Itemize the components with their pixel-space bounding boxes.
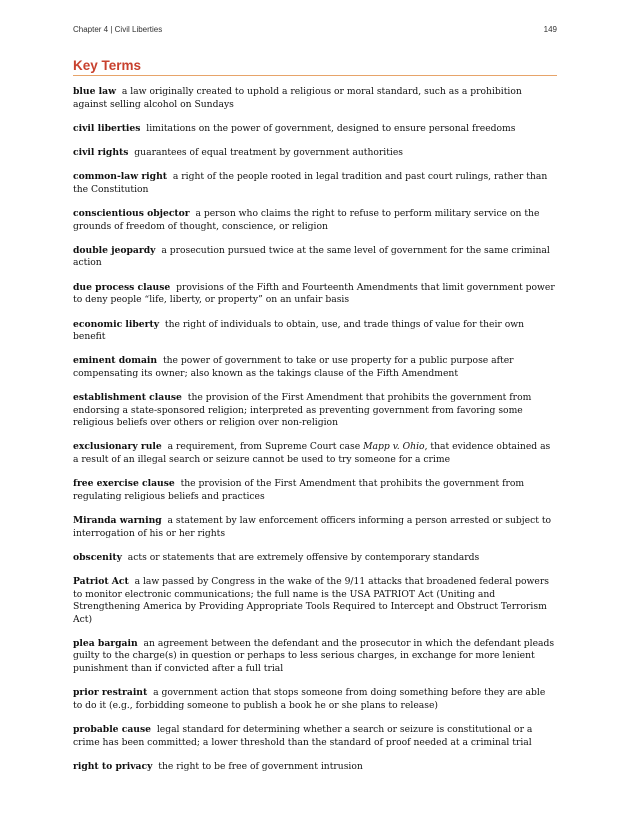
term-word: prior restraint — [73, 687, 148, 699]
term-word: Miranda warning — [73, 515, 162, 527]
term-definition: a statement by law enforcement officers informing a person arrested or subject to interrogation of his or her rights — [73, 515, 552, 539]
term-definition: a right of the people rooted in legal tradition and past court rulings, rather than the Constitution — [73, 171, 548, 195]
term-definition: the provision of the First Amendment that prohibits the government from endorsing a state-sponsored religion; interpreted as preventing government from favoring some religious beliefs over others or religion over non-religion — [73, 392, 532, 429]
chapter-label: Chapter 4 | Civil Liberties — [73, 25, 163, 34]
term-entry — [73, 441, 557, 466]
term-definition: limitations on the power of government, designed to ensure personal freedoms — [146, 122, 516, 134]
term-word: plea bargain — [73, 637, 138, 649]
term-definition: a person who claims the right to refuse to perform military service on the grounds of freedom of thought, conscience, or religion — [73, 208, 540, 232]
term-definition-start: a requirement, from Supreme Court case — [167, 441, 364, 453]
key-terms-list — [73, 86, 557, 785]
term-word: free exercise clause — [73, 478, 175, 490]
term-entry — [73, 355, 557, 380]
term-word: eminent domain — [73, 355, 158, 367]
term-entry — [73, 245, 557, 270]
term-entry — [73, 724, 557, 749]
term-word: probable cause — [73, 724, 151, 736]
term-entry — [73, 392, 557, 430]
term-definition: acts or statements that are extremely offensive by contemporary standards — [127, 551, 480, 563]
term-definition: the power of government to take or use property for a public purpose after compensating its owner; also known as the takings clause of the Fifth Amendment — [73, 355, 514, 379]
term-word: establishment clause — [73, 392, 182, 404]
term-entry — [73, 515, 557, 540]
term-word: civil liberties — [73, 122, 141, 134]
term-word: civil rights — [73, 147, 129, 159]
term-definition: the right to be free of government intrusion — [158, 760, 363, 772]
term-definition: a law passed by Congress in the wake of the 9/11 attacks that broadened federal powers to monitor electronic communications; the full name is the USA PATRIOT Act (Uniting and Strengthening America by Providing Appropriate Tools Required to Intercept and Obstruct Terrorism Act) — [73, 576, 549, 625]
section-title: Key Terms — [73, 58, 557, 76]
term-word: due process clause — [73, 281, 171, 293]
term-entry — [73, 86, 557, 111]
term-entry — [73, 208, 557, 233]
term-entry — [73, 576, 557, 626]
term-word: Patriot Act — [73, 576, 129, 588]
term-definition-end: , that evidence obtained as a result of an illegal search or seizure cannot be used to try someone for a crime — [73, 441, 551, 465]
term-entry — [73, 478, 557, 503]
term-entry — [73, 147, 557, 160]
term-definition: guarantees of equal treatment by government authorities — [134, 147, 404, 159]
case-name: Mapp v. Ohio — [363, 441, 425, 453]
term-entry — [73, 319, 557, 344]
term-entry — [73, 552, 557, 565]
term-word: right to privacy — [73, 760, 153, 772]
term-word: economic liberty — [73, 318, 160, 330]
term-definition: provisions of the Fifth and Fourteenth Amendments that limit government power to deny people “life, liberty, or property” on an unfair basis — [73, 281, 555, 306]
term-entry — [73, 761, 557, 774]
page-number: 149 — [543, 25, 557, 34]
term-entry — [73, 687, 557, 712]
term-entry — [73, 282, 557, 307]
term-definition: legal standard for determining whether a search or seizure is constitutional or a crime has been committed; a lower threshold than the standard of proof needed at a criminal trial — [73, 724, 533, 748]
term-definition: a government action that stops someone from doing something before they are able to do it (e.g., forbidding someone to publish a book he or she plans to release) — [73, 687, 546, 711]
term-entry — [73, 123, 557, 136]
term-word: common-law right — [73, 171, 168, 183]
term-entry — [73, 638, 557, 676]
term-definition: an agreement between the defendant and the prosecutor in which the defendant pleads guilty to the charge(s) in question or perhaps to less serious charges, in exchange for more lenient punishment than if convicted after a full trial — [73, 637, 555, 674]
term-definition: the provision of the First Amendment that prohibits the government from regulating religious beliefs and practices — [73, 478, 525, 502]
term-definition: a prosecution pursued twice at the same level of government for the same criminal action — [73, 244, 550, 269]
term-word: conscientious objector — [73, 208, 190, 220]
term-word: double jeopardy — [73, 244, 156, 256]
term-entry — [73, 171, 557, 196]
term-word: exclusionary rule — [73, 441, 162, 453]
term-definition: a law originally created to uphold a religious or moral standard, such as a prohibition against selling alcohol on Sundays — [73, 86, 522, 110]
term-word: obscenity — [73, 551, 122, 563]
term-definition: the right of individuals to obtain, use, and trade things of value for their own benefit — [73, 318, 525, 343]
term-word: blue law — [73, 86, 116, 97]
